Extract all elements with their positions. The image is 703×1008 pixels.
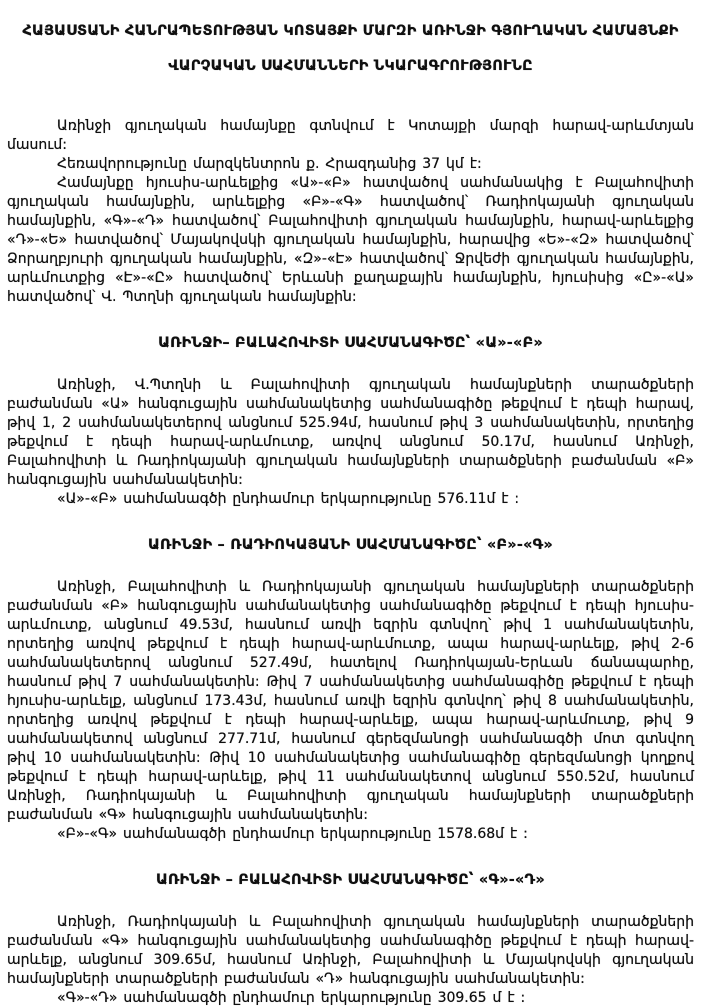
section-boundary-b-g	[7, 536, 694, 844]
section-header-a-b: ԱՌԻՆՋԻ– ԲԱԼԱՀՈՎԻՏԻ ՍԱՀՄԱՆԱԳԻԾԸ՝ «Ա»-«Բ»	[158, 335, 543, 351]
section-body-b-g: Առինջի, Բալահովիտի և Ռադիոկայանի գյուղական համայնքների տարածքների բաժանման «Բ» հանգուցային սահմանակետից սահմանագիծը թեքվում է դեպի հյուսիս-արևմուտք, անցնում 49.53մ, հասնում առվի եզրին գտնվող՝ թիվ 1 սահմանակետին, որտեղից առվով թեքվում է դեպի հարավ-արևմուտք, ապա հարավ-արևելք, թիվ 2-6 սահմանակետերով անցնում 527.49մ, հատելով Ռադիոկայան-Երևան ճանապարհը, հասնում թիվ 7 սահմանակետին: Թիվ 7 սահմանակետից սահմանագիծը թեքվում է դեպի հյուսիս-արևելք, անցնում 173.43մ, հասնում առվի եզրին գտնվող՝ թիվ 8 սահմանակետին, որտեղից առվով թեքվում է դեպի հարավ-արևելք, ապա հարավ-արևմուտք, թիվ 9 սահմանակետով անցնում 277.71մ, հասնում գերեզմանոցի սահմանագծի մոտ գտնվող թիվ 10 սահմանակետին: Թիվ 10 սահմանակետից սահմանագիծը գերեզմանոցի կողքով թեքվում է դեպի հարավ-արևելք, թիվ 11 սահմանակետով անցնում 550.52մ, հասնում Առինջի, Ռադիոկայանի և Բալահովիտի գյուղական համայնքների տարածքների բաժանման «Գ» հանգուցային սահմանակետին:	[7, 579, 694, 823]
section-header-g-d: ԱՌԻՆՋԻ – ԲԱԼԱՀՈՎԻՏԻ ՍԱՀՄԱՆԱԳԻԾԸ՝ «Գ»-«Դ»	[156, 872, 545, 888]
section-boundary-a-b	[7, 334, 694, 509]
intro-paragraph-location: Առինջի գյուղական համայնքը գտնվում է Կոտայքի մարզի հարավ-արևմտյան մասում:	[7, 118, 694, 153]
document-body	[7, 117, 694, 1008]
document-title	[7, 22, 694, 75]
document-title-line2: ՎԱՐՉԱԿԱՆ ՍԱՀՄԱՆՆԵՐԻ ՆԿԱՐԱԳՐՈՒԹՅՈՒՆԸ	[168, 58, 533, 74]
section-body-g-d: Առինջի, Ռադիոկայանի և Բալահովիտի գյուղական համայնքների տարածքների բաժանման «Գ» հանգուցային սահմանակետից սահմանագիծը թեքվում է դեպի հարավ-արևելք, անցնում 309.65մ, հասնում Առինջի, Բալահովիտի և Մայակովսկի գյուղական համայնքների տարածքների բաժանման «Դ» հանգուցային սահմանակետին:	[7, 914, 694, 987]
intro-paragraph-neighbors: Համայնքը հյուսիս-արևելքից «Ա»-«Բ» հատվածով սահմանակից է Բալահովիտի գյուղական համայնքին, արևելքից «Բ»-«Գ» հատվածով՝ Ռադիոկայանի գյուղական համայնքին, «Գ»-«Դ» հատվածով՝ Բալահովիտի գյուղական համայնքին, հարավ-արևելքից «Դ»-«Ե» հատվածով՝ Մայակովսկի գյուղական համայնքին, հարավից «Ե»-«Զ» հատվածով՝ Ձորաղբյուրի գյուղական համայնքին, «Զ»-«Է» հատվածով՝ Ջրվեժի գյուղական համայնքին, արևմուտքից «Է»-«Ը» հատվածով՝ Երևանի քաղաքային համայնքին, հյուսիսից «Ը»-«Ա» հատվածով՝ Վ. Պտղնի գյուղական համայնքին:	[7, 175, 694, 305]
section-boundary-g-d	[7, 871, 694, 1008]
section-body-a-b: Առինջի, Վ.Պտղնի և Բալահովիտի գյուղական համայնքների տարածքների բաժանման «Ա» հանգուցային սահմանակետից սահմանագիծը թեքվում է դեպի հարավ, թիվ 1, 2 սահմանակետերով անցնում 525.94մ, հասնում թիվ 3 սահմանակետին, որտեղից թեքվում է դեպի հարավ-արևմուտք, առվով անցնում 50.17մ, հասնում Առինջի, Բալահովիտի և Ռադիոկայանի գյուղական համայնքների տարածքների բաժանման «Բ» հանգուցային սահմանակետին:	[7, 377, 694, 488]
section-header-b-g: ԱՌԻՆՋԻ – ՌԱԴԻՈԿԱՅԱՆԻ ՍԱՀՄԱՆԱԳԻԾԸ՝ «Բ»-«Գ»	[148, 537, 553, 553]
section-total-length-a-b: «Ա»-«Բ» սահմանագծի ընդհամուր երկարությունը 576.11մ է :	[57, 491, 520, 507]
document-title-line1: ՀԱՅԱՍՏԱՆԻ ՀԱՆՐԱՊԵՏՈՒԹՅԱՆ ԿՈՏԱՅՔԻ ՄԱՐԶԻ ԱՌԻՆՋԻ ԳՅՈՒՂԱԿԱՆ ՀԱՄԱՅՆՔԻ	[22, 23, 679, 39]
section-total-length-g-d: «Գ»-«Դ» սահմանագծի ընդհամուր երկարությունը 309.65 մ է :	[57, 990, 526, 1006]
intro-paragraph-distance: Հեռավորությունը մարզկենտրոն ք. Հրազդանից 37 կմ է:	[57, 156, 482, 172]
section-total-length-b-g: «Բ»-«Գ» սահմանագծի ընդհամուր երկարությունը 1578.68մ է :	[57, 826, 528, 842]
